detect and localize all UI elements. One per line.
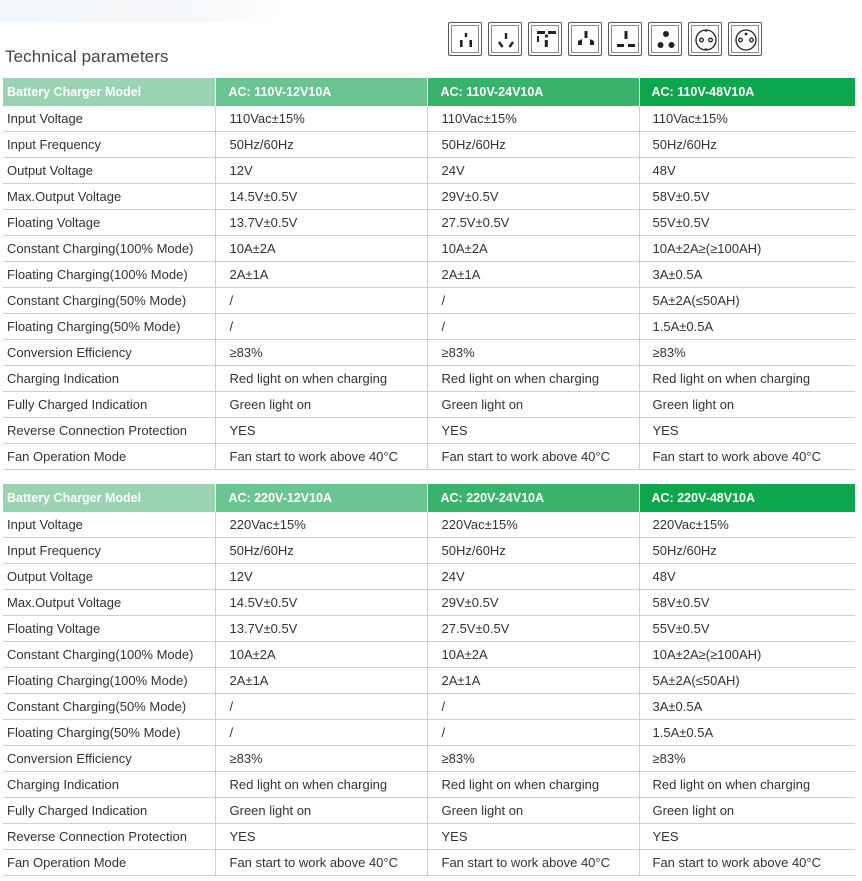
parameter-value: 14.5V±0.5V [215, 184, 427, 210]
table-row [3, 590, 855, 616]
parameter-value: Green light on [215, 798, 427, 824]
parameter-value: Fan start to work above 40°C [639, 444, 855, 470]
table-row [3, 314, 855, 340]
parameter-value: 2A±1A [427, 262, 639, 288]
parameter-label: Fan Operation Mode [3, 444, 215, 470]
parameter-value: 13.7V±0.5V [215, 616, 427, 642]
parameter-value: 12V [215, 564, 427, 590]
parameter-value: 220Vac±15% [215, 512, 427, 538]
parameter-value: YES [215, 824, 427, 850]
parameter-label: Constant Charging(50% Mode) [3, 694, 215, 720]
parameter-value: Red light on when charging [215, 366, 427, 392]
table-row [3, 824, 855, 850]
table-row [3, 746, 855, 772]
in-plug-icon [648, 22, 682, 56]
parameter-value: 29V±0.5V [427, 590, 639, 616]
header-model-12v: AC: 110V-12V10A [215, 78, 427, 106]
parameter-value: Red light on when charging [639, 772, 855, 798]
parameter-label: Floating Charging(50% Mode) [3, 314, 215, 340]
parameter-value: 50Hz/60Hz [427, 132, 639, 158]
parameter-label: Floating Charging(100% Mode) [3, 668, 215, 694]
parameter-value: 13.7V±0.5V [215, 210, 427, 236]
parameter-label: Floating Charging(100% Mode) [3, 262, 215, 288]
header-model-24v: AC: 220V-24V10A [427, 484, 639, 512]
parameter-label: Floating Charging(50% Mode) [3, 720, 215, 746]
parameter-value: ≥83% [215, 746, 427, 772]
table-row [3, 444, 855, 470]
table-row [3, 772, 855, 798]
header-model-24v: AC: 110V-24V10A [427, 78, 639, 106]
parameter-value: 58V±0.5V [639, 590, 855, 616]
parameter-value: Fan start to work above 40°C [639, 850, 855, 876]
parameter-value: 50Hz/60Hz [215, 132, 427, 158]
parameter-label: Floating Voltage [3, 210, 215, 236]
parameter-value: Fan start to work above 40°C [215, 850, 427, 876]
parameter-value: / [427, 288, 639, 314]
parameter-value: 2A±1A [215, 262, 427, 288]
table-row [3, 392, 855, 418]
parameter-label: Input Voltage [3, 106, 215, 132]
parameter-value: 10A±2A [427, 236, 639, 262]
parameter-value: 110Vac±15% [215, 106, 427, 132]
table-row [3, 366, 855, 392]
table-row [3, 340, 855, 366]
table-row [3, 642, 855, 668]
parameter-value: Fan start to work above 40°C [427, 850, 639, 876]
parameter-value: 55V±0.5V [639, 210, 855, 236]
parameter-value: 10A±2A [427, 642, 639, 668]
parameter-value: Green light on [215, 392, 427, 418]
parameter-value: Red light on when charging [427, 366, 639, 392]
parameter-label: Constant Charging(100% Mode) [3, 642, 215, 668]
parameter-label: Charging Indication [3, 366, 215, 392]
table-row [3, 236, 855, 262]
table-row [3, 850, 855, 876]
parameter-label: Input Frequency [3, 132, 215, 158]
header-model-12v: AC: 220V-12V10A [215, 484, 427, 512]
parameter-value: ≥83% [427, 746, 639, 772]
top-decoration [0, 0, 280, 22]
parameter-value: / [215, 720, 427, 746]
table-row [3, 106, 855, 132]
table-row [3, 616, 855, 642]
parameter-value: 50Hz/60Hz [427, 538, 639, 564]
parameter-value: 58V±0.5V [639, 184, 855, 210]
parameter-label: Conversion Efficiency [3, 340, 215, 366]
page-title: Technical parameters [5, 47, 169, 66]
parameter-label: Output Voltage [3, 564, 215, 590]
header-model-48v: AC: 220V-48V10A [639, 484, 855, 512]
table-header-row [3, 484, 855, 512]
parameter-value: 3A±0.5A [639, 694, 855, 720]
table-row [3, 210, 855, 236]
parameter-label: Reverse Connection Protection [3, 418, 215, 444]
parameter-value: 110Vac±15% [427, 106, 639, 132]
parameter-value: Green light on [639, 392, 855, 418]
table-row [3, 512, 855, 538]
universal-plug-icon [528, 22, 562, 56]
table-row [3, 262, 855, 288]
parameter-value: 27.5V±0.5V [427, 210, 639, 236]
parameter-value: 27.5V±0.5V [427, 616, 639, 642]
parameter-value: 220Vac±15% [639, 512, 855, 538]
parameter-label: Input Voltage [3, 512, 215, 538]
header-model-label: Battery Charger Model [3, 78, 215, 106]
us-plug-icon [448, 22, 482, 56]
parameter-value: YES [639, 418, 855, 444]
parameter-value: 10A±2A≥(≥100AH) [639, 236, 855, 262]
parameter-value: / [215, 314, 427, 340]
parameter-value: 5A±2A(≤50AH) [639, 288, 855, 314]
parameter-value: 55V±0.5V [639, 616, 855, 642]
parameter-value: 48V [639, 158, 855, 184]
parameter-value: Red light on when charging [427, 772, 639, 798]
table-row [3, 538, 855, 564]
parameter-label: Constant Charging(50% Mode) [3, 288, 215, 314]
parameter-value: 10A±2A [215, 642, 427, 668]
parameter-value: 29V±0.5V [427, 184, 639, 210]
header-model-label: Battery Charger Model [3, 484, 215, 512]
parameter-value: ≥83% [427, 340, 639, 366]
parameter-value: 12V [215, 158, 427, 184]
parameter-value: 2A±1A [427, 668, 639, 694]
parameter-value: 220Vac±15% [427, 512, 639, 538]
uk-plug-icon [608, 22, 642, 56]
parameter-value: 3A±0.5A [639, 262, 855, 288]
header-model-48v: AC: 110V-48V10A [639, 78, 855, 106]
parameter-value: 14.5V±0.5V [215, 590, 427, 616]
parameter-value: YES [215, 418, 427, 444]
table-row [3, 132, 855, 158]
parameter-label: Fully Charged Indication [3, 798, 215, 824]
parameter-label: Fan Operation Mode [3, 850, 215, 876]
parameter-value: ≥83% [639, 340, 855, 366]
schuko-plug-icon [688, 22, 722, 56]
table-row [3, 564, 855, 590]
parameter-value: 24V [427, 158, 639, 184]
parameter-value: / [215, 694, 427, 720]
parameter-label: Reverse Connection Protection [3, 824, 215, 850]
parameter-value: ≥83% [215, 340, 427, 366]
table-body [3, 106, 855, 470]
parameter-value: / [427, 720, 639, 746]
parameter-value: 110Vac±15% [639, 106, 855, 132]
table-row [3, 668, 855, 694]
parameter-value: YES [427, 418, 639, 444]
parameter-label: Max.Output Voltage [3, 184, 215, 210]
parameter-value: / [427, 694, 639, 720]
parameter-value: 1.5A±0.5A [639, 314, 855, 340]
table-row [3, 720, 855, 746]
eu-plug-icon [568, 22, 602, 56]
parameter-value: Green light on [427, 392, 639, 418]
table-row [3, 184, 855, 210]
parameter-value: Green light on [639, 798, 855, 824]
parameter-label: Floating Voltage [3, 616, 215, 642]
parameter-label: Constant Charging(100% Mode) [3, 236, 215, 262]
parameter-value: 50Hz/60Hz [215, 538, 427, 564]
parameter-value: 50Hz/60Hz [639, 538, 855, 564]
parameter-value: 24V [427, 564, 639, 590]
table-row [3, 418, 855, 444]
parameter-value: Fan start to work above 40°C [427, 444, 639, 470]
spec-table-110v [3, 78, 855, 470]
table-row [3, 158, 855, 184]
parameter-label: Fully Charged Indication [3, 392, 215, 418]
parameter-label: Max.Output Voltage [3, 590, 215, 616]
parameter-value: 10A±2A [215, 236, 427, 262]
table-row [3, 694, 855, 720]
parameter-value: YES [639, 824, 855, 850]
parameter-label: Conversion Efficiency [3, 746, 215, 772]
parameter-value: Red light on when charging [215, 772, 427, 798]
spec-table-220v [3, 484, 855, 876]
parameter-value: Fan start to work above 40°C [215, 444, 427, 470]
parameter-value: Red light on when charging [639, 366, 855, 392]
parameter-value: Green light on [427, 798, 639, 824]
table-body [3, 512, 855, 876]
parameter-value: / [427, 314, 639, 340]
table-row [3, 798, 855, 824]
parameter-value: 2A±1A [215, 668, 427, 694]
table-row [3, 288, 855, 314]
parameter-value: ≥83% [639, 746, 855, 772]
parameter-value: 50Hz/60Hz [639, 132, 855, 158]
parameter-label: Charging Indication [3, 772, 215, 798]
fr-plug-icon [728, 22, 762, 56]
parameter-value: 1.5A±0.5A [639, 720, 855, 746]
parameter-value: 48V [639, 564, 855, 590]
table-header-row [3, 78, 855, 106]
parameter-label: Input Frequency [3, 538, 215, 564]
parameter-value: 5A±2A(≤50AH) [639, 668, 855, 694]
parameter-value: 10A±2A≥(≥100AH) [639, 642, 855, 668]
parameter-value: / [215, 288, 427, 314]
parameter-label: Output Voltage [3, 158, 215, 184]
au-plug-icon [488, 22, 522, 56]
parameter-value: YES [427, 824, 639, 850]
